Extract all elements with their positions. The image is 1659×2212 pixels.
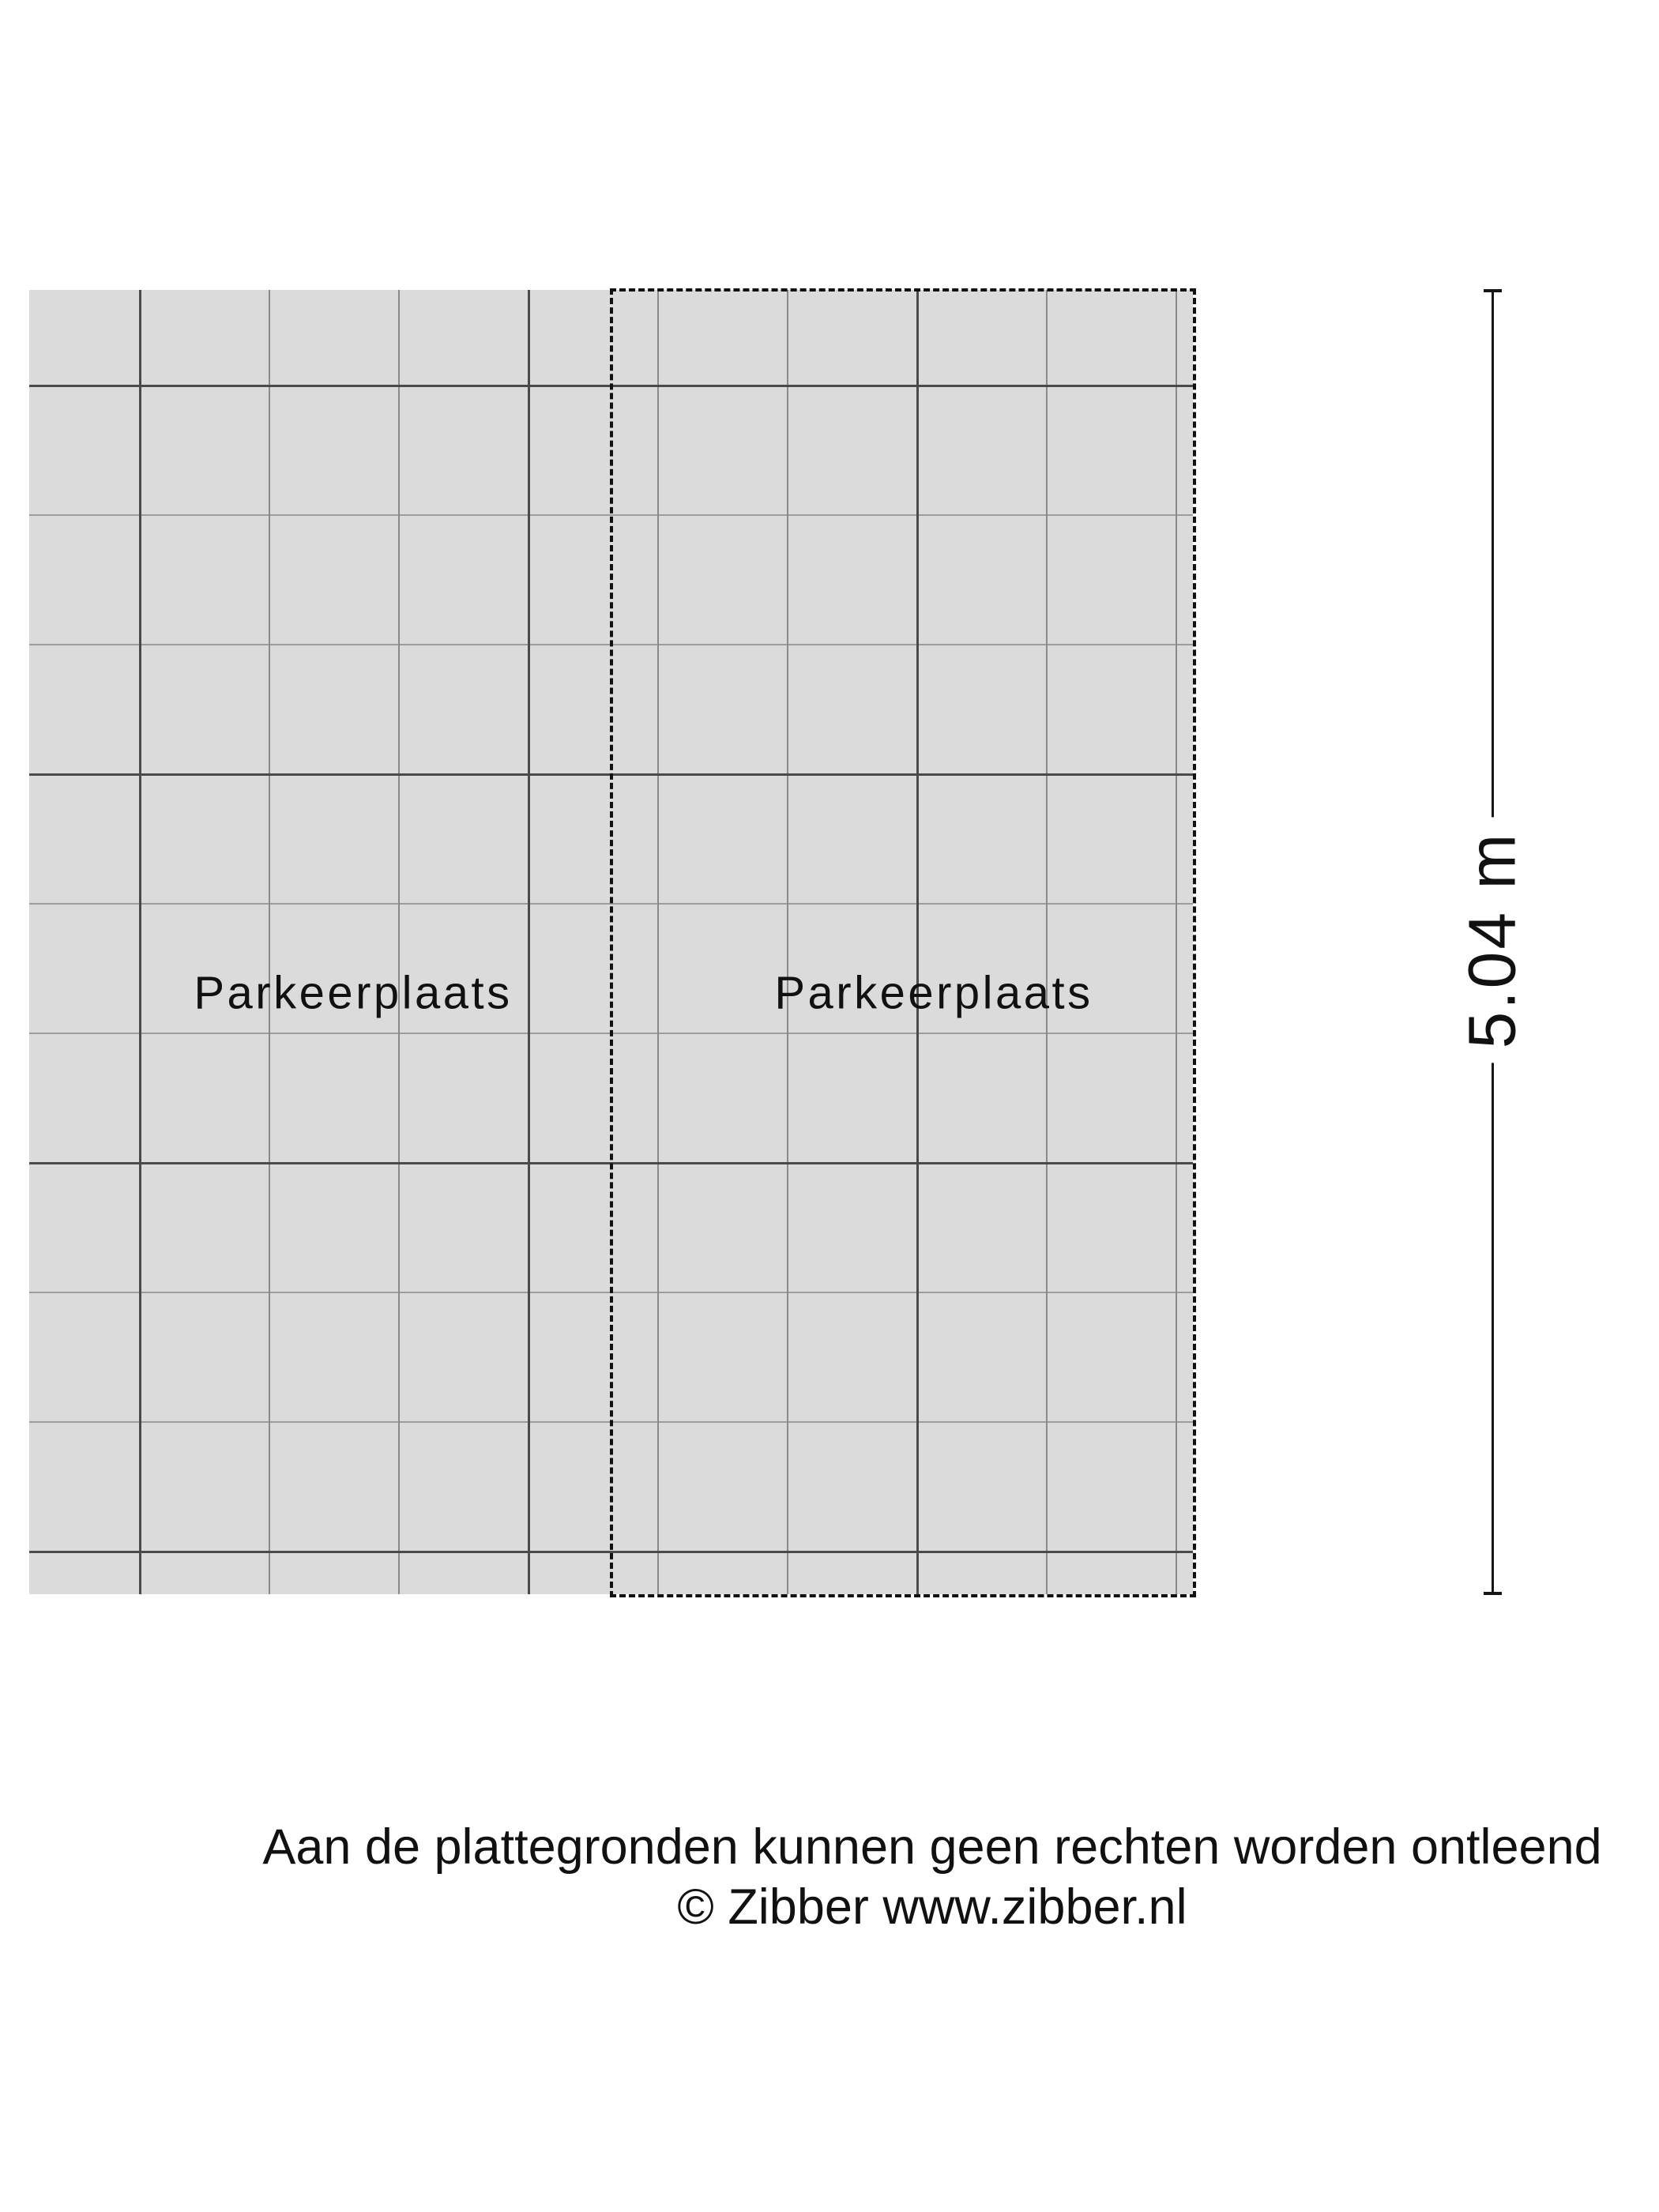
- parking-space-dashed-boundary: [610, 288, 1196, 1597]
- parking-space-label-left: Parkeerplaats: [194, 967, 513, 1019]
- dimension-label: 5.04 m: [1446, 818, 1539, 1063]
- parking-space-label-right: Parkeerplaats: [774, 967, 1093, 1019]
- footer: [262, 1817, 1601, 1937]
- dimension-endcap-bottom: [1484, 1592, 1502, 1595]
- disclaimer-text: Aan de plattegronden kunnen geen rechten worden ontleend: [262, 1819, 1602, 1875]
- dimension-endcap-top: [1484, 289, 1502, 292]
- copyright-text: © Zibber www.zibber.nl: [677, 1879, 1187, 1935]
